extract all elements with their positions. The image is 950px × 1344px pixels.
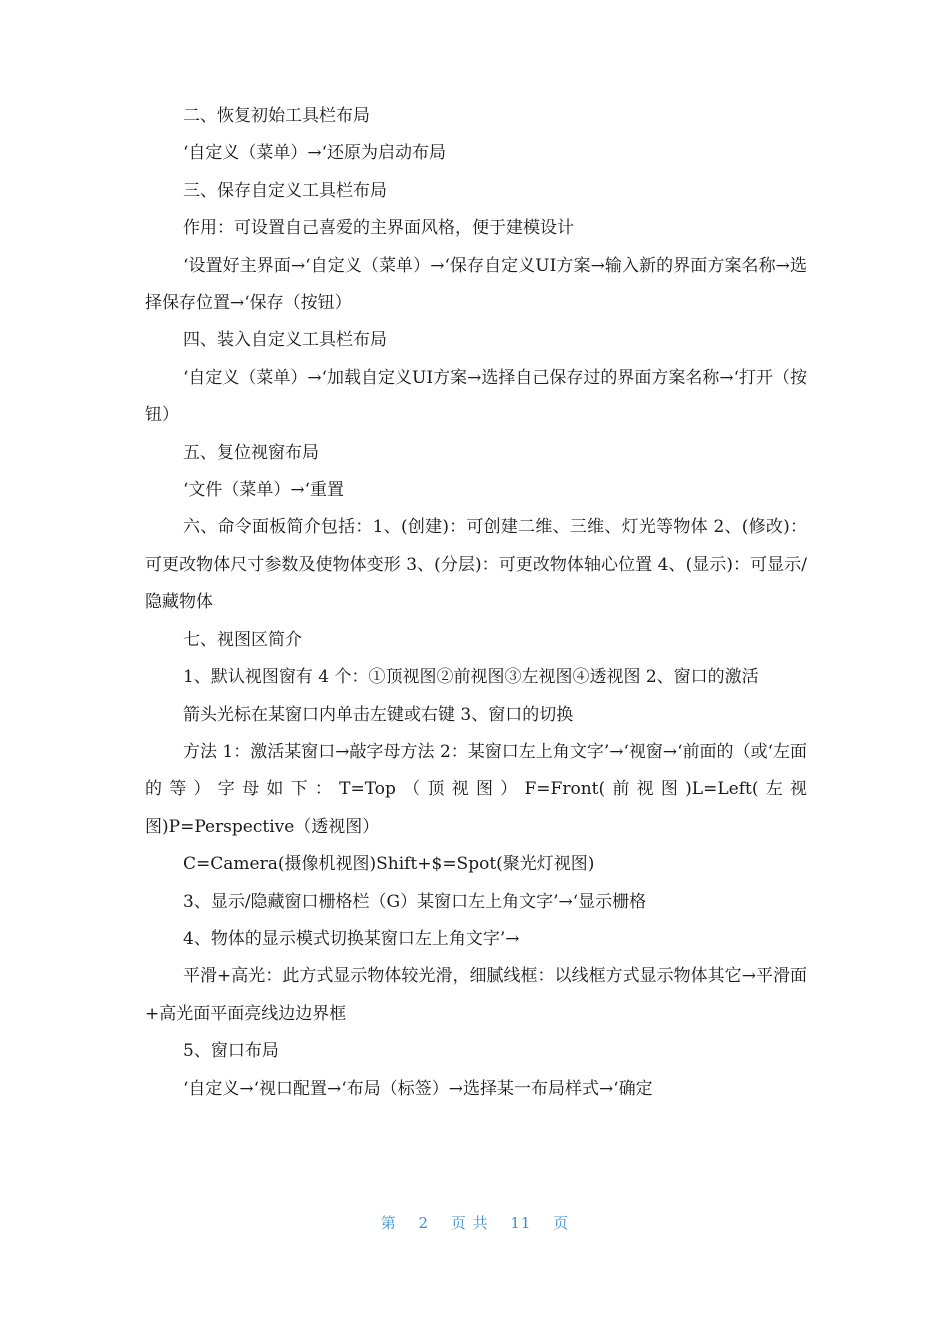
current-page-number: 2 [418, 1214, 430, 1232]
paragraph: 1、默认视图窗有 4 个：①顶视图②前视图③左视图④透视图 2、窗口的激活 [183, 667, 759, 688]
footer-label-after: 页 [553, 1214, 570, 1232]
paragraph: 3、显示/隐藏窗口栅格栏（G）某窗口左上角文字’→‘显示栅格 [183, 891, 647, 912]
paragraph: 5、窗口布局 [183, 1041, 279, 1062]
footer-label-before: 第 [380, 1214, 397, 1232]
paragraph: 二、恢复初始工具栏布局 [183, 106, 370, 126]
paragraph: ‘文件（菜单）→‘重置 [183, 480, 345, 501]
paragraph: 七、视图区简介 [183, 629, 302, 650]
paragraph: 六、命令面板简介包括：1、(创建)：可创建二维、三维、灯光等物体 2、(修改)：可更改物体尺寸参数及使物体变形 3、(分层)：可更改物体轴心位置 4、(显示)：可显示/隐藏物体 [145, 517, 807, 613]
paragraph: 三、保存自定义工具栏布局 [183, 180, 387, 201]
paragraph: 作用：可设置自己喜爱的主界面风格，便于建模设计 [183, 218, 574, 239]
paragraph: ‘设置好主界面→‘自定义（菜单）→‘保存自定义UI方案→输入新的界面方案名称→选择保存位置→‘保存（按钮） [145, 255, 807, 314]
paragraph: 方法 1：激活某窗口→敲字母方法 2：某窗口左上角文字’→‘视窗→‘前面的（或‘左面的等）字母如下：T=Top（顶视图）F=Front(前视图)L=Left(左视图)P=Perspective（透视图） [145, 741, 807, 837]
footer-label-middle: 页 共 [450, 1214, 489, 1232]
paragraph: 四、装入自定义工具栏布局 [183, 330, 387, 351]
paragraph: ‘自定义（菜单）→‘还原为启动布局 [183, 143, 447, 164]
total-pages-number: 11 [510, 1214, 532, 1232]
page-body [145, 98, 807, 1108]
paragraph: 五、复位视窗布局 [183, 442, 319, 463]
paragraph: 箭头光标在某窗口内单击左键或右键 3、窗口的切换 [183, 704, 574, 725]
paragraph: 平滑+高光：此方式显示物体较光滑，细腻线框：以线框方式显示物体其它→平滑面+高光面平面亮线边边界框 [145, 966, 807, 1024]
paragraph: 4、物体的显示模式切换某窗口左上角文字’→ [183, 928, 520, 949]
paragraph: ‘自定义（菜单）→‘加载自定义UI方案→选择自己保存过的界面方案名称→‘打开（按钮） [145, 367, 807, 426]
page-footer [0, 1212, 950, 1233]
paragraph: ‘自定义→‘视口配置→‘布局（标签）→选择某一布局样式→‘确定 [183, 1078, 653, 1099]
paragraph: C=Camera(摄像机视图)Shift+$=Spot(聚光灯视图) [183, 854, 595, 875]
